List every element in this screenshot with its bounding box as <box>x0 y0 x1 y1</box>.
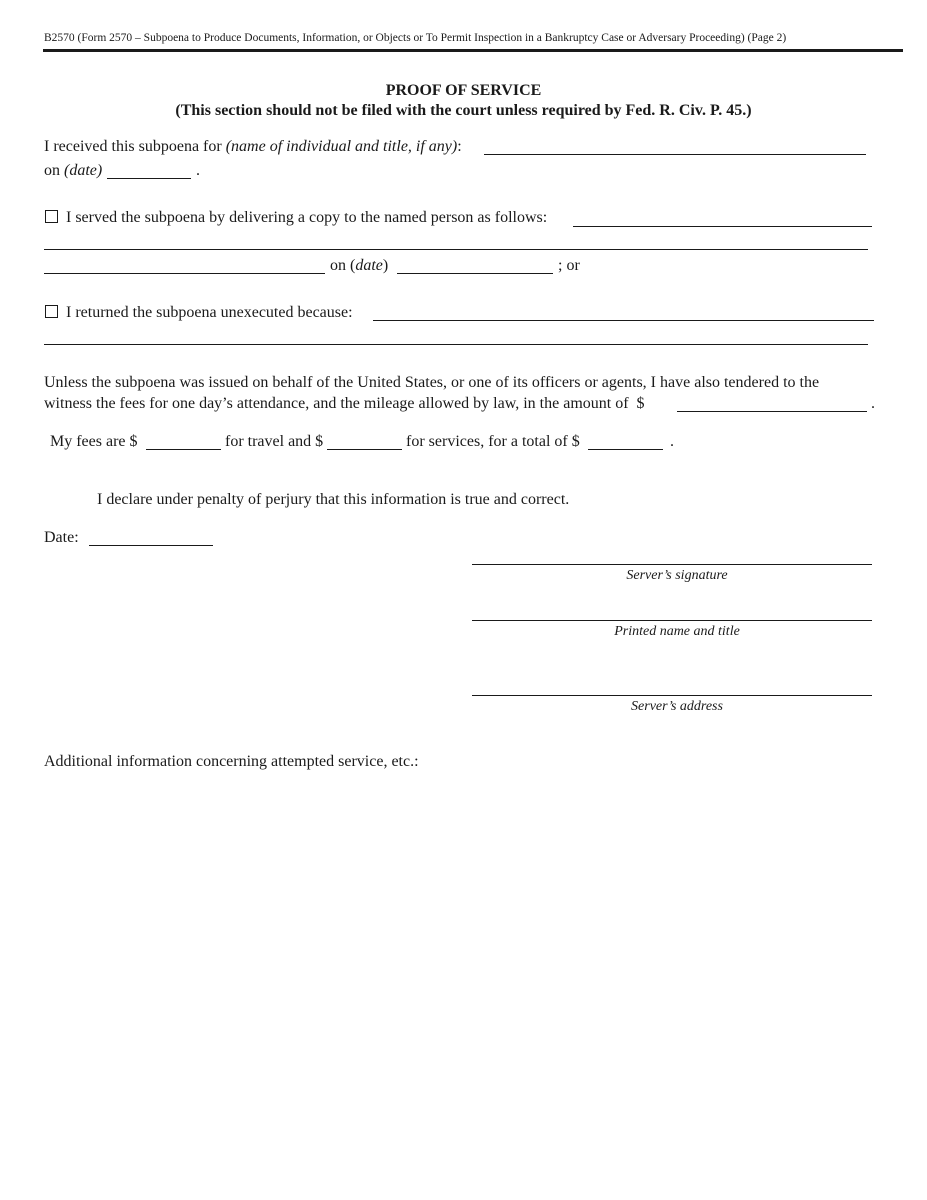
signature-line[interactable] <box>472 564 872 565</box>
served-or-text: ; or <box>558 257 580 274</box>
served-on-text: on ( <box>330 257 356 274</box>
tendered-amount-underline[interactable] <box>677 411 867 412</box>
served-details-underline-3[interactable] <box>44 273 325 274</box>
fees-tender-line-2 <box>44 396 645 412</box>
returned-checkbox[interactable] <box>45 305 58 318</box>
header-rule <box>43 49 903 52</box>
travel-fee-underline[interactable] <box>146 449 221 450</box>
received-date-label <box>44 163 102 179</box>
returned-reason-underline-2[interactable] <box>44 344 868 345</box>
form-header: B2570 (Form 2570 – Subpoena to Produce Documents, Information, or Objects or To Permit Inspection in a Bankruptcy Case or Adversary Proceeding) (Page 2) <box>44 32 787 44</box>
received-date-field[interactable] <box>107 160 195 180</box>
received-date-hint: (date) <box>64 162 103 179</box>
fees-tender-text: witness the fees for one day’s attendance, and the mileage allowed by law, in the amount of <box>44 395 629 412</box>
served-label: I served the subpoena by delivering a copy to the named person as follows: <box>66 209 548 226</box>
served-checkbox[interactable] <box>45 210 58 223</box>
served-date-hint: date <box>355 257 383 274</box>
fees-tender-line-1: Unless the subpoena was issued on behalf of the United States, or one of its officers or agents, I have also tendered to the <box>44 374 820 391</box>
served-details-underline-1[interactable] <box>573 226 872 227</box>
signature-caption: Server’s signature <box>626 568 728 583</box>
received-colon: : <box>457 138 462 155</box>
received-date-underline <box>107 178 191 179</box>
my-fees-services: for services, for a total of $ <box>406 433 580 450</box>
served-details-underline-2[interactable] <box>44 249 868 250</box>
served-date-underline[interactable] <box>397 273 553 274</box>
my-fees-travel: for travel and $ <box>225 433 324 450</box>
printed-name-caption: Printed name and title <box>614 624 740 639</box>
date-label: Date: <box>44 529 79 546</box>
received-prefix: I received this subpoena for <box>44 138 222 155</box>
received-on-text: on <box>44 162 60 179</box>
fees-tender-period: . <box>871 395 875 412</box>
returned-label: I returned the subpoena unexecuted because: <box>66 304 353 321</box>
additional-info-label: Additional information concerning attempted service, etc.: <box>44 753 419 770</box>
declaration-date-underline[interactable] <box>89 545 213 546</box>
printed-name-line[interactable] <box>472 620 872 621</box>
my-fees-period: . <box>670 433 674 450</box>
served-date-label <box>330 258 388 274</box>
services-fee-underline[interactable] <box>327 449 402 450</box>
total-fee-underline[interactable] <box>588 449 663 450</box>
recipient-name-underline <box>484 154 866 155</box>
page-title: PROOF OF SERVICE <box>385 82 542 99</box>
fees-tender-dollar: $ <box>636 395 645 412</box>
page-subtitle: (This section should not be filed with the court unless required by Fed. R. Civ. P. 45.) <box>175 102 752 119</box>
declaration-text: I declare under penalty of perjury that this information is true and correct. <box>97 491 570 508</box>
recipient-name-field[interactable] <box>484 136 870 156</box>
my-fees-prefix: My fees are $ <box>50 433 138 450</box>
received-statement <box>44 139 462 155</box>
returned-reason-underline-1[interactable] <box>373 320 874 321</box>
address-line[interactable] <box>472 695 872 696</box>
received-name-hint: (name of individual and title, if any) <box>225 138 458 155</box>
received-period: . <box>196 162 200 179</box>
address-caption: Server’s address <box>631 699 723 714</box>
served-close-paren: ) <box>382 257 389 274</box>
